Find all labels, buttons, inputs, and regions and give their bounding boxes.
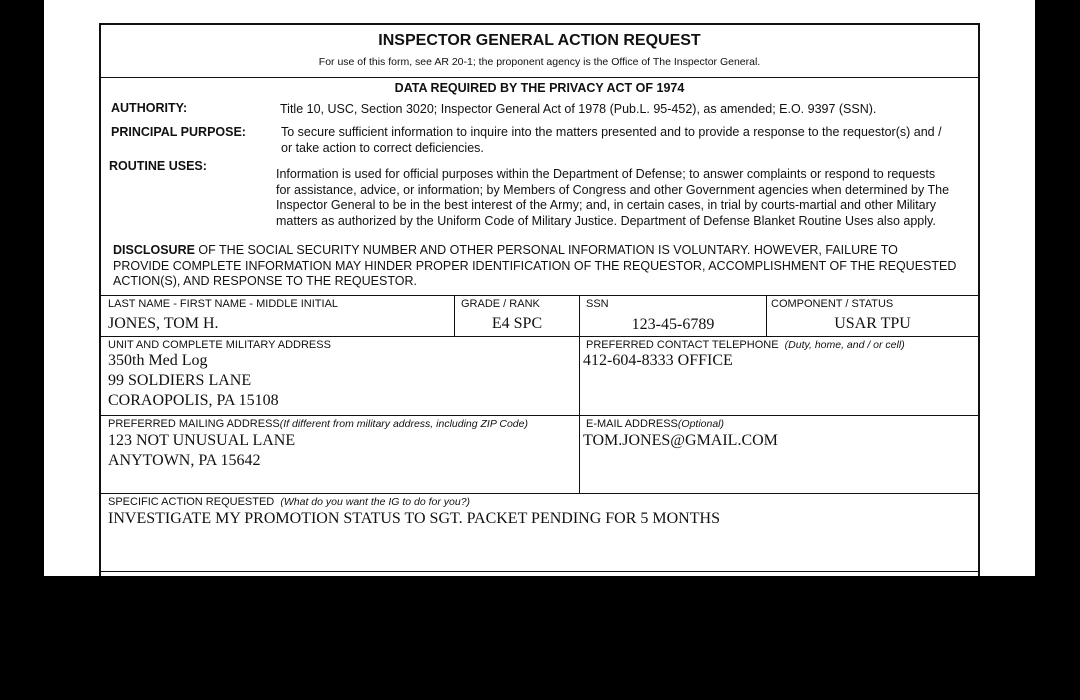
authority-text: Title 10, USC, Section 3020; Inspector General Act of 1978 (Pub.L. 95-452), as amended; E.O. 9397 (SSN). (280, 102, 877, 116)
form-page (44, 0, 1035, 576)
unit-address-label: UNIT AND COMPLETE MILITARY ADDRESS (108, 339, 331, 351)
mailing-address-label (108, 418, 528, 431)
disclosure-line-3: ACTION(S), AND RESPONSE TO THE REQUESTOR. (113, 274, 417, 288)
mailing-address-line-2[interactable]: ANYTOWN, PA 15642 (108, 452, 261, 469)
divider (101, 493, 978, 494)
unit-address-line-1[interactable]: 350th Med Log (108, 352, 208, 369)
action-label-text: SPECIFIC ACTION REQUESTED (108, 496, 275, 508)
phone-label-text: PREFERRED CONTACT TELEPHONE (586, 339, 779, 351)
email-label-text: E-MAIL ADDRESS (586, 418, 678, 430)
email-label-note: (Optional) (677, 418, 725, 430)
mailing-label-note: (If different from military address, including ZIP Code) (279, 418, 528, 430)
principal-purpose-line-2: or take action to correct deficiencies. (281, 140, 484, 155)
mailing-label-text: PREFERRED MAILING ADDRESS (108, 418, 280, 430)
routine-uses-label: ROUTINE USES: (109, 159, 207, 173)
email-field[interactable]: TOM.JONES@GMAIL.COM (583, 432, 778, 449)
disclosure-line-2: PROVIDE COMPLETE INFORMATION MAY HINDER PROPER IDENTIFICATION OF THE REQUESTOR, ACCOMPLISHMENT OF THE REQUESTED (113, 258, 957, 273)
ssn-field[interactable]: 123-45-6789 (631, 316, 715, 333)
grade-field[interactable]: E4 SPC (491, 315, 543, 332)
disclosure-line-1-text: OF THE SOCIAL SECURITY NUMBER AND OTHER PERSONAL INFORMATION IS VOLUNTARY. HOWEVER, FAILURE TO (194, 243, 898, 257)
email-field-label (586, 418, 724, 431)
routine-uses-line-3: Inspector General to be in the best interest of the Army; and, in certain cases, in trial by courts-martial and other Military (276, 198, 937, 212)
action-requested-label (108, 496, 470, 509)
phone-field[interactable]: 412-604-8333 OFFICE (583, 352, 733, 369)
grade-field-label: GRADE / RANK (461, 298, 540, 310)
divider (101, 571, 978, 572)
divider (101, 77, 978, 78)
action-label-note: (What do you want the IG to do for you?) (280, 496, 471, 508)
unit-address-line-3[interactable]: CORAOPOLIS, PA 15108 (108, 392, 279, 409)
divider (101, 415, 978, 416)
action-requested-field[interactable]: INVESTIGATE MY PROMOTION STATUS TO SGT. PACKET PENDING FOR 5 MONTHS (108, 510, 720, 527)
privacy-act-heading: DATA REQUIRED BY THE PRIVACY ACT OF 1974 (394, 81, 685, 95)
disclosure-line-1 (113, 243, 898, 259)
component-field-label: COMPONENT / STATUS (771, 298, 894, 310)
form-title: INSPECTOR GENERAL ACTION REQUEST (378, 32, 701, 49)
form-subtitle: For use of this form, see AR 20-1; the proponent agency is the Office of The Inspector General. (318, 56, 761, 68)
principal-purpose-label: PRINCIPAL PURPOSE: (111, 125, 246, 139)
ig-action-request-form (99, 23, 980, 576)
routine-uses-line-4: matters as authorized by the Uniform Code of Military Justice. Department of Defense Blanket Routine Uses also apply. (276, 213, 936, 228)
routine-uses-line-1: Information is used for official purposes within the Department of Defense; to answer complaints or respond to requests (276, 167, 936, 181)
disclosure-bold: DISCLOSURE (113, 243, 195, 257)
divider (101, 336, 978, 337)
component-field[interactable]: USAR TPU (834, 315, 911, 332)
name-field[interactable]: JONES, TOM H. (108, 315, 219, 332)
routine-uses-line-2: for assistance, advice, or information; by Members of Congress and other Government agencies when determined by The (276, 182, 950, 197)
ssn-field-label: SSN (586, 298, 609, 310)
mailing-address-line-1[interactable]: 123 NOT UNUSUAL LANE (108, 432, 296, 449)
unit-address-line-2[interactable]: 99 SOLDIERS LANE (108, 372, 252, 389)
principal-purpose-line-1: To secure sufficient information to inquire into the matters presented and to provide a response to the requestor(s) and / (281, 125, 942, 139)
authority-label: AUTHORITY: (111, 101, 188, 115)
divider (101, 295, 978, 296)
name-field-label: LAST NAME - FIRST NAME - MIDDLE INITIAL (108, 298, 339, 310)
phone-label-note: (Duty, home, and / or cell) (784, 339, 905, 351)
